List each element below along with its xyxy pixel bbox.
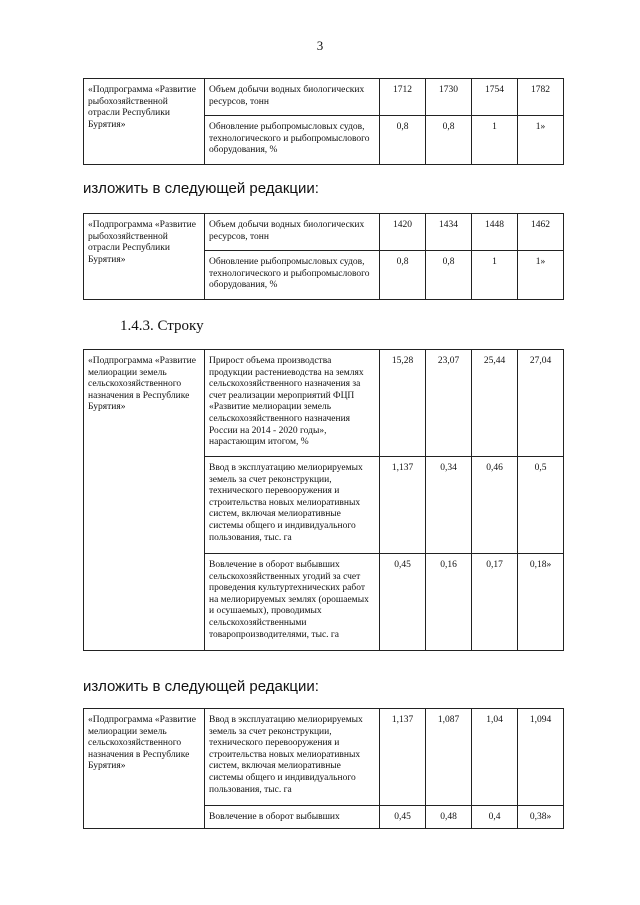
value-cell: 1,137 (380, 709, 426, 806)
value-cell: 0,18» (518, 554, 564, 651)
value-cell: 1448 (472, 214, 518, 251)
indicator-cell: Ввод в эксплуатацию мелиорируемых земель за счет реконструкции, технического перевооружения и строительства новых мелиоративных систем, включая мелиоративные системы общего и индивидуального пользования, тыс. га (205, 709, 380, 806)
amendment-heading: изложить в следующей редакции: (83, 678, 319, 695)
value-cell: 0,4 (472, 806, 518, 829)
value-cell: 0,5 (518, 457, 564, 554)
value-cell: 23,07 (426, 350, 472, 457)
value-cell: 0,8 (426, 251, 472, 300)
value-cell: 0,34 (426, 457, 472, 554)
program-cell: «Подпрограмма «Развитие мелиорации земель сельскохозяйственного назначения в Республике Бурятия» (84, 350, 205, 651)
indicator-cell: Вовлечение в оборот выбывших (205, 806, 380, 829)
value-cell: 0,48 (426, 806, 472, 829)
program-cell: «Подпрограмма «Развитие мелиорации земель сельскохозяйственного назначения в Республике Бурятия» (84, 709, 205, 829)
indicators-table-old-fishery (83, 78, 564, 165)
table-row (84, 709, 564, 806)
value-cell: 1,087 (426, 709, 472, 806)
value-cell: 1,137 (380, 457, 426, 554)
table-row (84, 214, 564, 251)
indicator-cell: Обновление рыбопромысловых судов, технологического и рыбопромыслового оборудования, % (205, 251, 380, 300)
value-cell: 1,094 (518, 709, 564, 806)
value-cell: 0,45 (380, 554, 426, 651)
indicator-cell: Объем добычи водных биологических ресурсов, тонн (205, 79, 380, 116)
program-cell: «Подпрограмма «Развитие рыбохозяйственной отрасли Республики Бурятия» (84, 214, 205, 300)
indicator-cell: Ввод в эксплуатацию мелиорируемых земель за счет реконструкции, технического перевооружения и строительства новых мелиоративных систем, включая мелиоративные системы общего и индивидуального пользования, тыс. га (205, 457, 380, 554)
section-heading: 1.4.3. Строку (120, 318, 204, 334)
value-cell: 27,04 (518, 350, 564, 457)
value-cell: 1712 (380, 79, 426, 116)
value-cell: 1» (518, 116, 564, 165)
indicator-cell: Прирост объема производства продукции растениеводства на землях сельскохозяйственного назначения за счет реализации мероприятий ФЦП «Развитие мелиорации земель сельскохозяйственного назначения России на 2014 - 2020 годы», нарастающим итогом, % (205, 350, 380, 457)
indicator-cell: Вовлечение в оборот выбывших сельскохозяйственных угодий за счет проведения культуртехнических работ на мелиорируемых землях (орошаемых и осушаемых), проводимых сельскохозяйственными товаропроизводителями, тыс. га (205, 554, 380, 651)
table-row (84, 350, 564, 457)
value-cell: 0,8 (426, 116, 472, 165)
indicator-cell: Объем добычи водных биологических ресурсов, тонн (205, 214, 380, 251)
value-cell: 1,04 (472, 709, 518, 806)
value-cell: 0,16 (426, 554, 472, 651)
value-cell: 25,44 (472, 350, 518, 457)
amendment-heading: изложить в следующей редакции: (83, 180, 319, 197)
indicators-table-new-fishery (83, 213, 564, 300)
value-cell: 0,45 (380, 806, 426, 829)
value-cell: 1420 (380, 214, 426, 251)
value-cell: 0,17 (472, 554, 518, 651)
value-cell: 1782 (518, 79, 564, 116)
value-cell: 1» (518, 251, 564, 300)
value-cell: 0,8 (380, 116, 426, 165)
value-cell: 1434 (426, 214, 472, 251)
value-cell: 1 (472, 116, 518, 165)
page-number: 3 (316, 38, 324, 53)
indicators-table-new-melioration (83, 708, 564, 829)
value-cell: 1462 (518, 214, 564, 251)
value-cell: 0,46 (472, 457, 518, 554)
value-cell: 1754 (472, 79, 518, 116)
value-cell: 1730 (426, 79, 472, 116)
indicators-table-old-melioration (83, 349, 564, 651)
value-cell: 15,28 (380, 350, 426, 457)
value-cell: 0,8 (380, 251, 426, 300)
value-cell: 1 (472, 251, 518, 300)
value-cell: 0,38» (518, 806, 564, 829)
table-row (84, 79, 564, 116)
program-cell: «Подпрограмма «Развитие рыбохозяйственной отрасли Республики Бурятия» (84, 79, 205, 165)
indicator-cell: Обновление рыбопромысловых судов, технологического и рыбопромыслового оборудования, % (205, 116, 380, 165)
